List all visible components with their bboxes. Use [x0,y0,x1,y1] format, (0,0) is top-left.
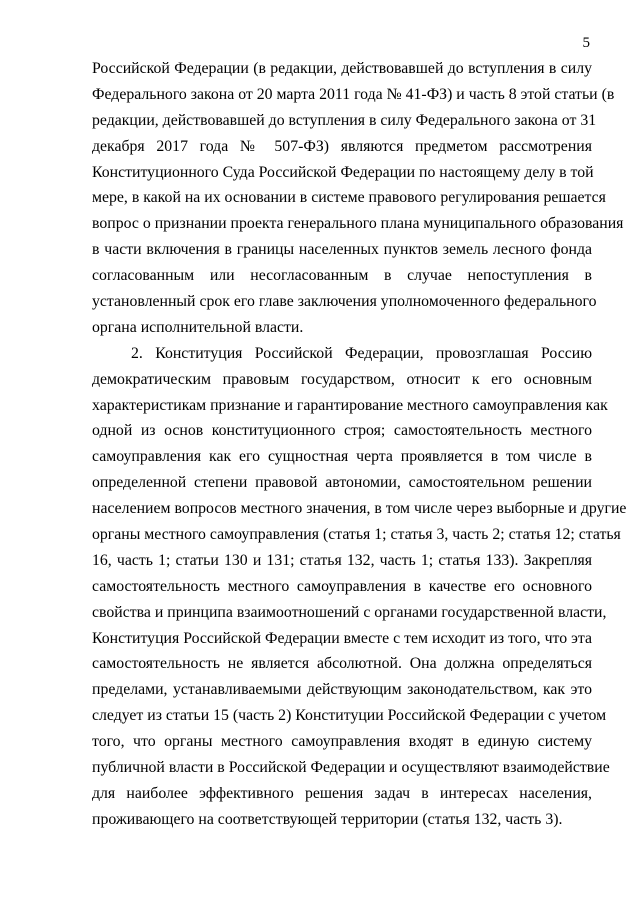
text-line: того, что органы местного самоуправления входят в единую систему [92,733,592,751]
text-line: редакции, действовавшей до вступления в силу Федерального закона от 31 [92,111,597,129]
text-line: для наиболее эффективного решения задач в интересах населения, [92,784,592,802]
text-line: органа исполнительной власти. [92,318,304,336]
text-line: самоуправления как его сущностная черта проявляется в том числе в [92,448,592,466]
text-line: органы местного самоуправления (статья 1; статья 3, часть 2; статья 12; статья [92,526,621,544]
text-line: одной из основ конституционного строя; самостоятельность местного [92,422,592,440]
text-line: следует из статьи 15 (часть 2) Конституции Российской Федерации с учетом [92,707,607,725]
text-line: декабря 2017 года № 507-ФЗ) являются предметом рассмотрения [92,137,592,155]
text-line: пределами, устанавливаемыми действующим законодательством, как это [92,681,592,699]
text-line: характеристикам признание и гарантирование местного самоуправления как [92,396,608,414]
text-line: мере, в какой на их основании в системе правового регулирования решается [92,189,606,207]
text-line: населением вопросов местного значения, в том числе через выборные и другие [92,500,627,518]
text-line: Федерального закона от 20 марта 2011 года № 41-ФЗ) и часть 8 этой статьи (в [92,85,615,103]
text-line: проживающего на соответствующей территории (статья 132, часть 3). [92,810,563,828]
page-number: 5 [582,35,590,51]
paragraph-first-line: 2. Конституция Российской Федерации, провозглашая Россию [131,344,592,362]
text-line: демократическим правовым государством, относит к его основным [92,370,592,388]
document-body-text [92,56,627,833]
text-line: установленный срок его главе заключения уполномоченного федерального [92,293,597,311]
text-line: свойства и принципа взаимоотношений с органами государственной власти, [92,603,607,621]
text-line: определенной степени правовой автономии, самостоятельном решении [92,474,592,492]
text-line: Конституционного Суда Российской Федерации по настоящему делу в той [92,163,594,181]
text-line: самостоятельность не является абсолютной. Она должна определяться [92,655,592,673]
text-line: самостоятельность местного самоуправления в качестве его основного [92,577,592,595]
text-line: 16, часть 1; статьи 130 и 131; статья 132, часть 1; статья 133). Закрепляя [92,551,592,569]
text-line: Конституция Российской Федерации вместе с тем исходит из того, что эта [92,629,592,647]
text-line: Российской Федерации (в редакции, действовавшей до вступления в силу [92,60,592,77]
text-line: вопрос о признании проекта генерального плана муниципального образования [92,215,624,233]
text-line: в части включения в границы населенных пунктов земель лесного фонда [92,241,592,259]
text-line: согласованным или несогласованным в случае непоступления в [92,267,592,285]
text-line: публичной власти в Российской Федерации и осуществляют взаимодействие [92,759,610,777]
